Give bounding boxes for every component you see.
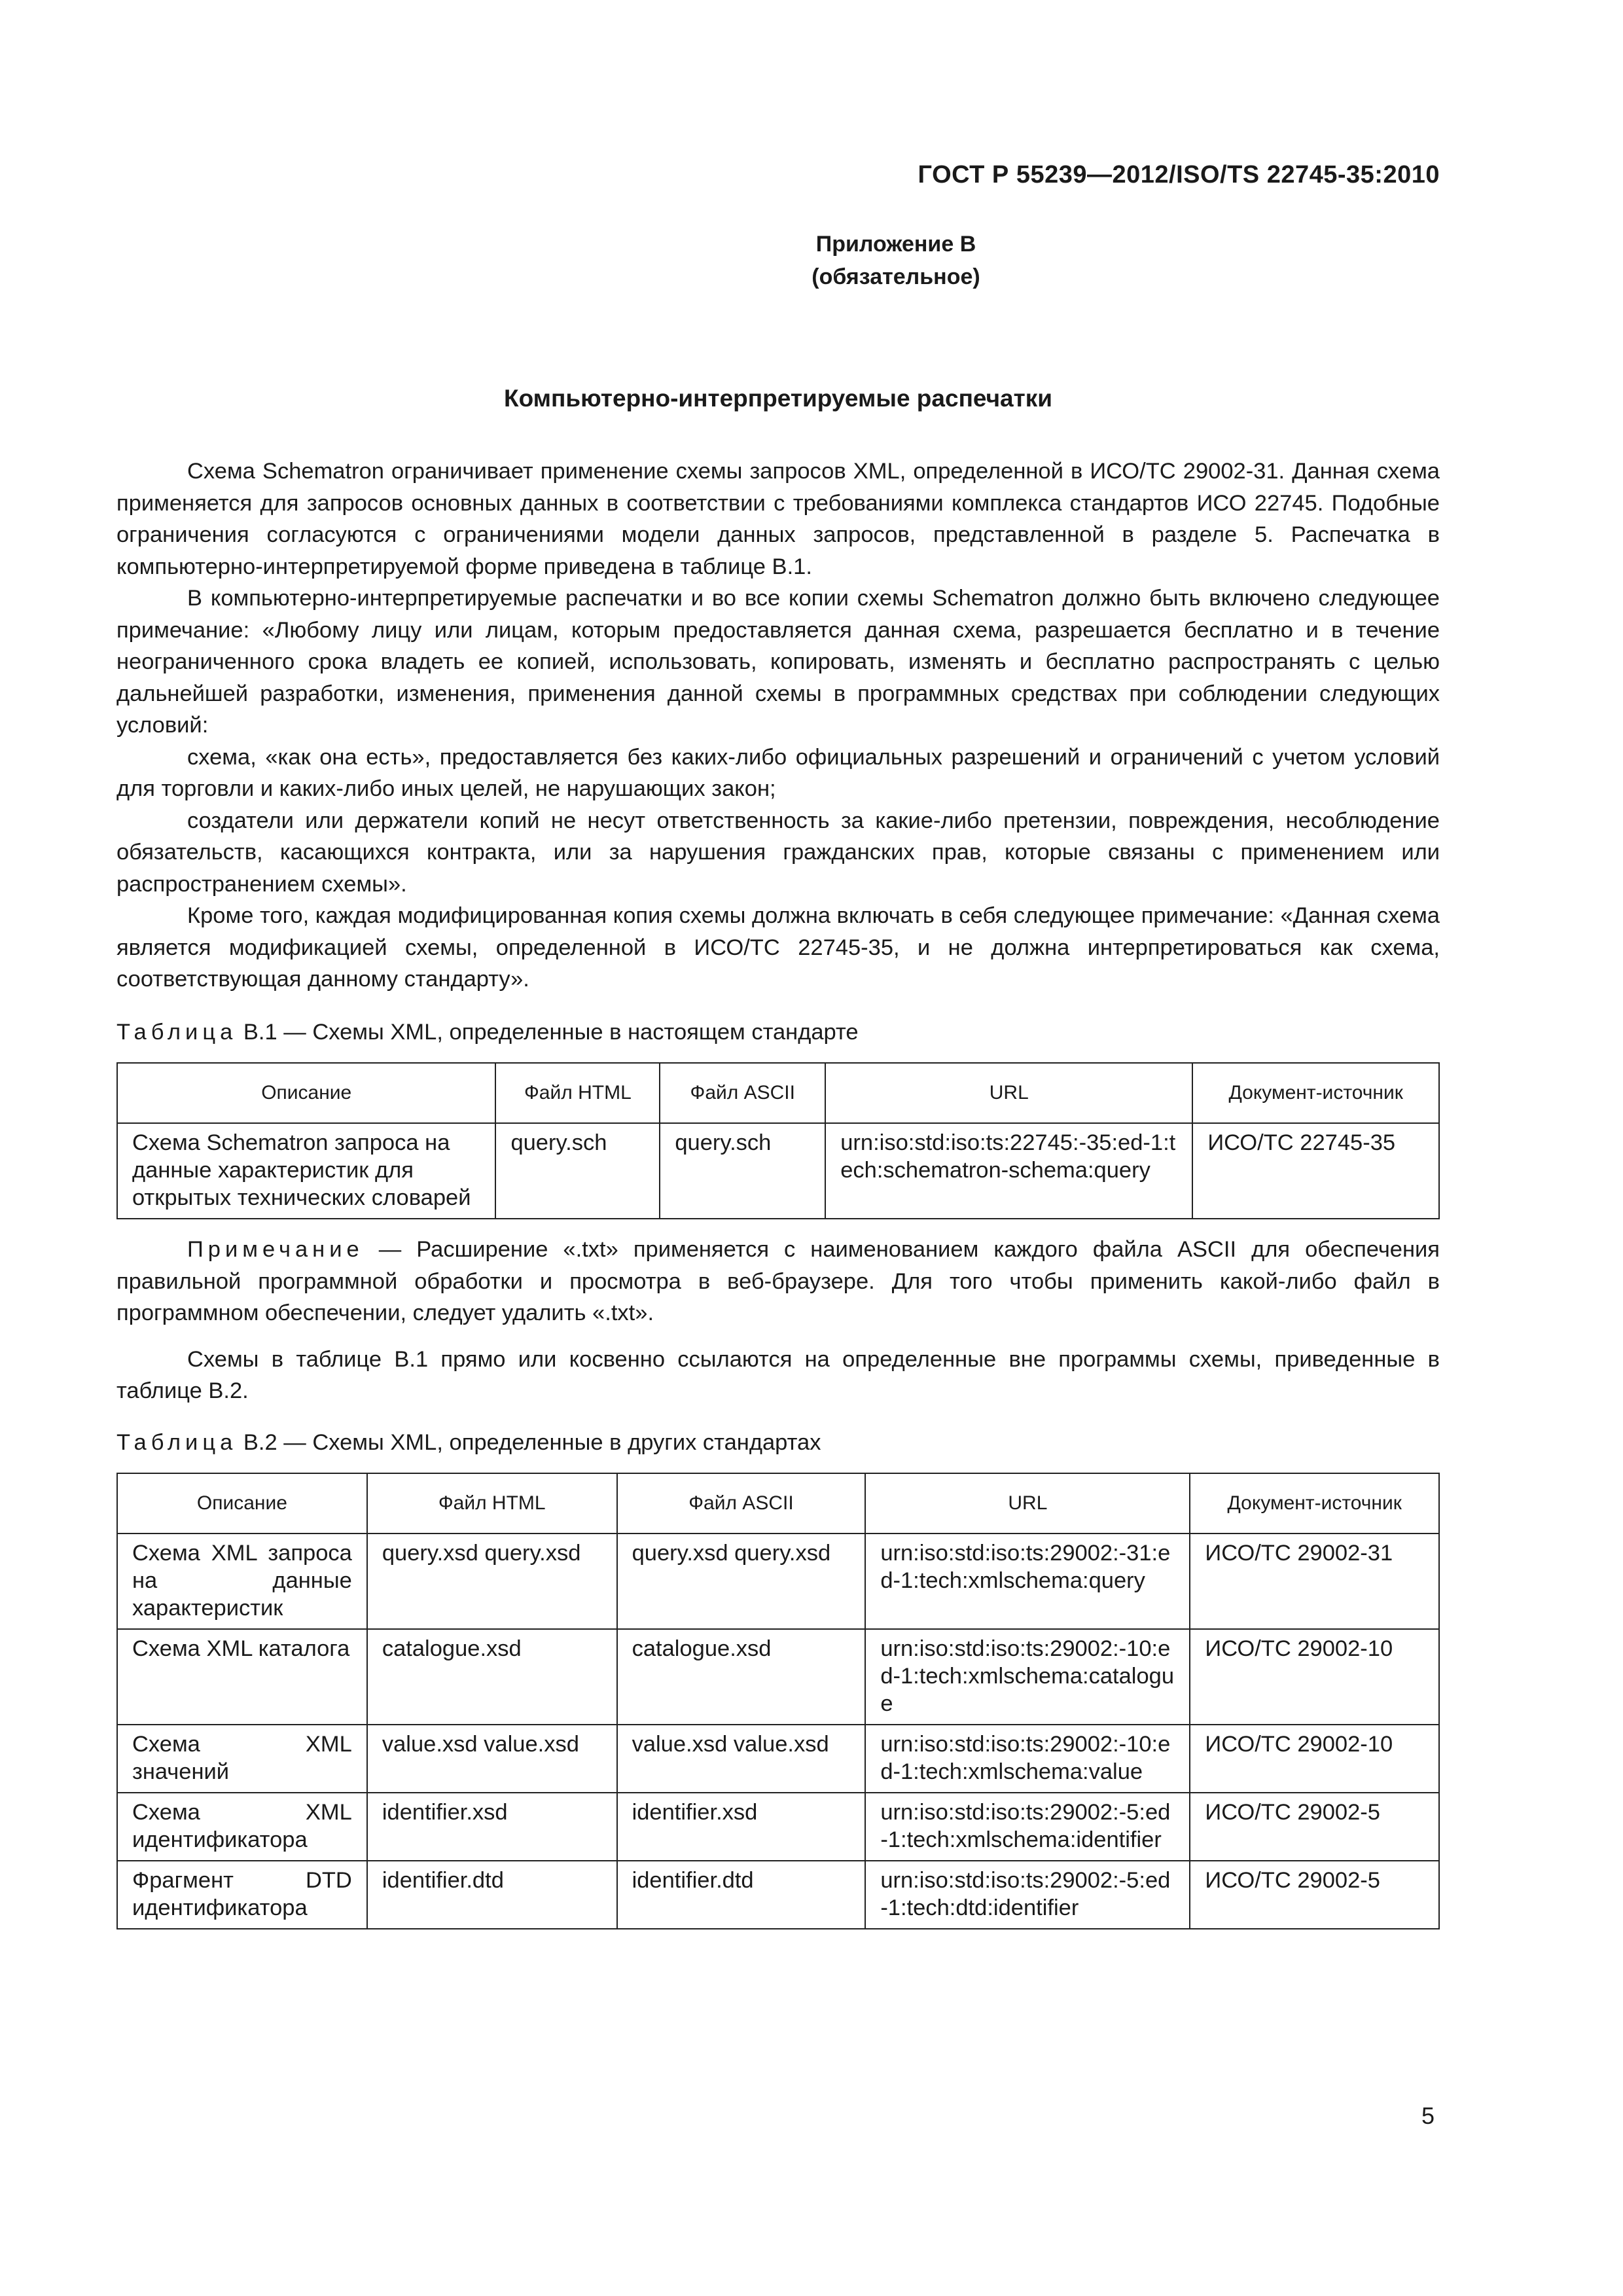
column-header: URL bbox=[825, 1063, 1192, 1123]
table-row bbox=[117, 1861, 1439, 1929]
standard-code-header: ГОСТ Р 55239—2012/ISO/TS 22745-35:2010 bbox=[918, 161, 1440, 188]
table-cell: urn:iso:std:iso:ts:29002:-10:ed-1:tech:xmlschema:value bbox=[865, 1725, 1190, 1793]
table-b2-block bbox=[116, 1427, 1440, 1930]
table-cell: ИСО/ТС 29002-5 bbox=[1190, 1793, 1439, 1861]
column-header: Описание bbox=[117, 1063, 495, 1123]
paragraph: В компьютерно-интерпретируемые распечатки и во все копии схемы Schematron должно быть включено следующее примечание: «Любому лицу или лицам, которым предоставляется данная схема, разрешается бесплатно и в течение неограниченного срока владеть ее копией, использовать, копировать, изменять и бесплатно распространять с целью дальнейшей разработки, изменения, применения данной схемы в программных средствах при соблюдении следующих условий: bbox=[116, 586, 1440, 738]
table-header-row bbox=[117, 1063, 1439, 1123]
table-cell: Схема XML запроса на данные характеристик bbox=[117, 1534, 367, 1629]
paragraph: Схемы в таблице В.1 прямо или косвенно ссылаются на определенные вне программы схемы, приведенные в таблице В.2. bbox=[116, 1346, 1440, 1403]
table-cell: catalogue.xsd bbox=[617, 1629, 866, 1725]
table-cell: urn:iso:std:iso:ts:29002:-10:ed-1:tech:xmlschema:catalogue bbox=[865, 1629, 1190, 1725]
column-header: Документ-источник bbox=[1190, 1473, 1439, 1534]
table-cell: identifier.dtd bbox=[617, 1861, 866, 1929]
page-number: 5 bbox=[1421, 2102, 1435, 2129]
column-header: Файл ASCII bbox=[660, 1063, 825, 1123]
table-cell: value.xsd value.xsd bbox=[367, 1725, 617, 1793]
table-cell: identifier.xsd bbox=[617, 1793, 866, 1861]
paragraph: Схема Schematron ограничивает применение схемы запросов XML, определенной в ИСО/ТС 29002-31. Данная схема применяется для запросов основных данных в соответствии с требованиями комплекса стандартов ИСО 22745. Подобные ограничения согласуются с ограничениями модели данных запросов, представленной в разделе 5. Распечатка в компьютерно-интерпретируемой форме приведена в таблице В.1. bbox=[116, 459, 1440, 579]
table-cell: value.xsd value.xsd bbox=[617, 1725, 866, 1793]
table-cell: urn:iso:std:iso:ts:29002:-5:ed-1:tech:xmlschema:identifier bbox=[865, 1793, 1190, 1861]
column-header: Файл ASCII bbox=[617, 1473, 866, 1534]
column-header: URL bbox=[865, 1473, 1190, 1534]
column-header: Файл HTML bbox=[367, 1473, 617, 1534]
table-cell: urn:iso:std:iso:ts:29002:-5:ed-1:tech:dtd:identifier bbox=[865, 1861, 1190, 1929]
body-text bbox=[116, 456, 1440, 1929]
paragraph: схема, «как она есть», предоставляется без каких-либо официальных разрешений и ограничений с учетом условий для торговли и каких-либо иных целей, не нарушающих закон; bbox=[116, 744, 1440, 801]
table-header-row bbox=[117, 1473, 1439, 1534]
table-cell: Схема XML идентификатора bbox=[117, 1793, 367, 1861]
table-cell: ИСО/ТС 29002-10 bbox=[1190, 1725, 1439, 1793]
table-caption-label: Таблица bbox=[116, 1019, 238, 1045]
note-text: — Расширение «.txt» применяется с наименованием каждого файла ASCII для обеспечения правильной программной обработки и просмотра в веб-браузере. Для того чтобы применить какой-либо файл в программном обеспечении, следует удалить «.txt». bbox=[116, 1237, 1440, 1325]
note-label: Примечание bbox=[187, 1237, 364, 1262]
document-page bbox=[116, 0, 1440, 2296]
appendix-heading bbox=[116, 228, 1440, 293]
appendix-title: Приложение В bbox=[815, 232, 976, 257]
table-caption-text: В.2 — Схемы XML, определенные в других стандартах bbox=[243, 1429, 821, 1455]
appendix-subtitle: (обязательное) bbox=[812, 264, 980, 289]
table-cell: ИСО/ТС 29002-5 bbox=[1190, 1861, 1439, 1929]
table-b2 bbox=[116, 1473, 1440, 1929]
table-cell: ИСО/ТС 29002-10 bbox=[1190, 1629, 1439, 1725]
table-cell: Схема XML каталога bbox=[117, 1629, 367, 1725]
table-cell: Схема Schematron запроса на данные характеристик для открытых технических словарей bbox=[117, 1123, 495, 1219]
table-row bbox=[117, 1629, 1439, 1725]
table-b2-caption bbox=[116, 1427, 1440, 1459]
table-cell: urn:iso:std:iso:ts:29002:-31:ed-1:tech:xmlschema:query bbox=[865, 1534, 1190, 1629]
table-row bbox=[117, 1793, 1439, 1861]
column-header: Документ-источник bbox=[1192, 1063, 1439, 1123]
note-paragraph bbox=[116, 1234, 1440, 1329]
table-cell: query.xsd query.xsd bbox=[617, 1534, 866, 1629]
table-b1 bbox=[116, 1062, 1440, 1219]
table-cell: query.xsd query.xsd bbox=[367, 1534, 617, 1629]
table-b1-caption bbox=[116, 1016, 1440, 1049]
table-cell: Схема XML значений bbox=[117, 1725, 367, 1793]
table-row bbox=[117, 1725, 1439, 1793]
table-caption-text: В.1 — Схемы XML, определенные в настоящем стандарте bbox=[243, 1019, 859, 1045]
paragraph: Кроме того, каждая модифицированная копия схемы должна включать в себя следующее примечание: «Данная схема является модификацией схемы, определенной в ИСО/ТС 22745-35, и не должна интерпретироваться как схема, соответствующая данному стандарту». bbox=[116, 903, 1440, 992]
paragraph: создатели или держатели копий не несут ответственность за какие-либо претензии, повреждения, несоблюдение обязательств, касающихся контракта, или за нарушения гражданских прав, которые связаны с применением или распространением схемы». bbox=[116, 808, 1440, 897]
table-cell: query.sch bbox=[660, 1123, 825, 1219]
table-row bbox=[117, 1534, 1439, 1629]
column-header: Описание bbox=[117, 1473, 367, 1534]
table-cell: catalogue.xsd bbox=[367, 1629, 617, 1725]
table-cell: ИСО/ТС 22745-35 bbox=[1192, 1123, 1439, 1219]
column-header: Файл HTML bbox=[495, 1063, 660, 1123]
table-cell: ИСО/ТС 29002-31 bbox=[1190, 1534, 1439, 1629]
table-cell: urn:iso:std:iso:ts:22745:-35:ed-1:tech:schematron-schema:query bbox=[825, 1123, 1192, 1219]
table-cell: identifier.xsd bbox=[367, 1793, 617, 1861]
table-cell: Фрагмент DTD идентификатора bbox=[117, 1861, 367, 1929]
table-cell: query.sch bbox=[495, 1123, 660, 1219]
table-cell: identifier.dtd bbox=[367, 1861, 617, 1929]
table-caption-label: Таблица bbox=[116, 1429, 238, 1455]
table-row bbox=[117, 1123, 1439, 1219]
section-title: Компьютерно-интерпретируемые распечатки bbox=[503, 385, 1053, 412]
table-b1-block bbox=[116, 1016, 1440, 1220]
